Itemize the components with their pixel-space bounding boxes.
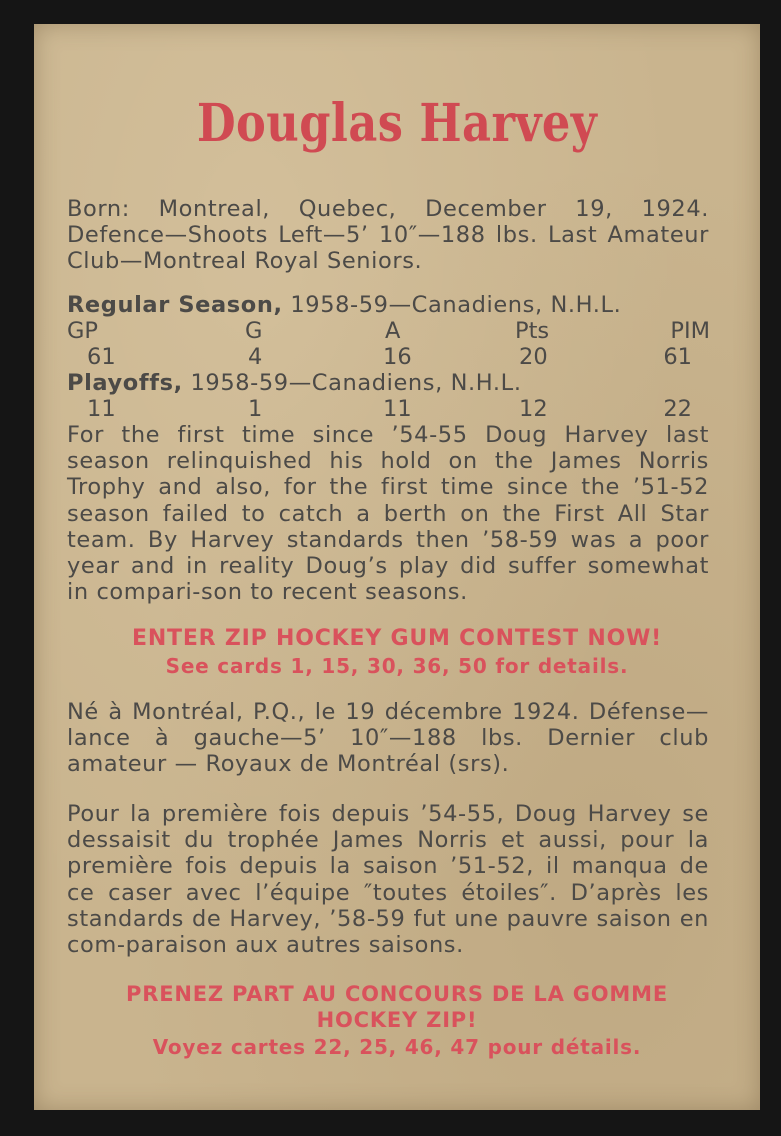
bio-english: Born: Montreal, Quebec, December 19, 1924. Defence—Shoots Left—5’ 10″—188 lbs. Last Amateur Club—Montreal Royal Seniors.: [67, 196, 709, 275]
trading-card-back: [34, 24, 760, 1110]
regular-season-label: Regular Season,: [67, 292, 283, 318]
playoffs-heading: [67, 370, 709, 396]
contest-english-line2: See cards 1, 15, 30, 36, 50 for details.: [165, 654, 629, 678]
stat-header-pts: Pts: [515, 318, 550, 344]
stat-header-a: A: [385, 318, 401, 344]
description-french: Pour la première fois depuis ’54-55, Doug Harvey se dessaisit du trophée James Norris et aussi, pour la première fois depuis la saison ’51-52, il manqua de ce caser avec l’équipe ″toutes étoiles″. D’après les standards de Harvey, ’58-59 fut une pauvre saison en com-paraison aux autres saisons.: [67, 801, 709, 959]
playoff-g: 1: [248, 396, 263, 422]
regular-season-heading: [67, 292, 709, 318]
playoffs-team: 1958-59—Canadiens, N.H.L.: [182, 370, 522, 396]
contest-french-line3: Voyez cartes 22, 25, 46, 47 pour détails.: [152, 1035, 642, 1059]
stat-a: 16: [383, 344, 412, 370]
stats-header-row: [67, 318, 710, 344]
description-english: For the first time since ’54-55 Doug Harvey last season relinquished his hold on the James Norris Trophy and also, for the first time since the ’51-52 season failed to catch a berth on the First All Star team. By Harvey standards then ’58-59 was a poor year and in reality Doug’s play did suffer somewhat in compari-son to recent seasons.: [67, 422, 709, 606]
playoff-pim: 22: [663, 396, 692, 422]
contest-french-line1: PRENEZ PART AU CONCOURS DE LA GOMME: [126, 982, 668, 1006]
stat-header-gp: GP: [67, 318, 99, 344]
stat-header-pim: PIM: [670, 318, 710, 344]
stat-g: 4: [248, 344, 263, 370]
regular-season-team: 1958-59—Canadiens, N.H.L.: [282, 292, 622, 318]
contest-english-line1: ENTER ZIP HOCKEY GUM CONTEST NOW!: [131, 626, 662, 651]
stat-gp: 61: [87, 344, 116, 370]
playoffs-label: Playoffs,: [67, 370, 183, 396]
player-name: Douglas Harvey: [196, 93, 598, 154]
bio-french: Né à Montréal, P.Q., le 19 décembre 1924. Défense—lance à gauche—5’ 10″—188 lbs. Dernier club amateur — Royaux de Montréal (srs).: [67, 699, 709, 778]
contest-french-line2: HOCKEY ZIP!: [316, 1008, 478, 1032]
stat-pts: 20: [519, 344, 548, 370]
stat-header-g: G: [245, 318, 263, 344]
playoff-pts: 12: [519, 396, 548, 422]
stat-pim: 61: [663, 344, 692, 370]
playoff-a: 11: [383, 396, 412, 422]
playoffs-stats-row: [67, 396, 710, 422]
playoff-gp: 11: [87, 396, 116, 422]
regular-season-stats-row: [67, 344, 710, 370]
